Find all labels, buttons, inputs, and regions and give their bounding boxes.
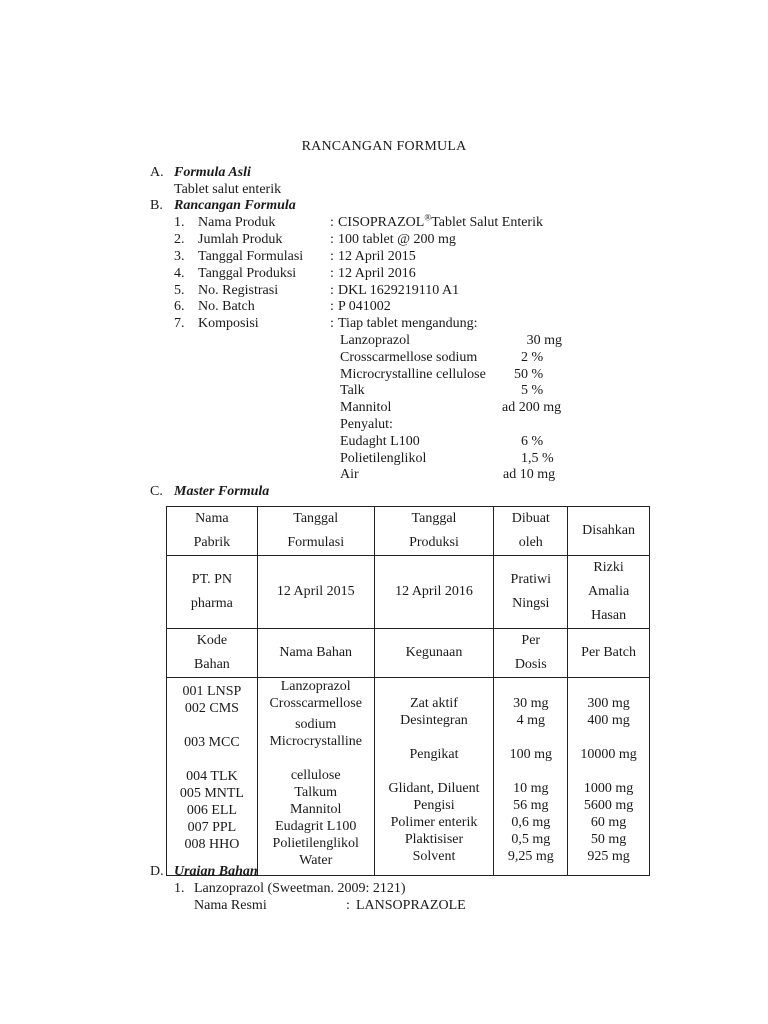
section-d-heading: Uraian Bahan	[174, 864, 258, 879]
item-label: Jumlah Produk	[198, 232, 283, 247]
table-cell: 12 April 2015	[257, 556, 374, 629]
coating-label: Penyalut:	[340, 417, 393, 432]
table-header-row	[167, 629, 650, 678]
item-label: No. Registrasi	[198, 283, 279, 298]
section-b-heading: Rancangan Formula	[174, 198, 296, 213]
item-label: No. Batch	[198, 299, 255, 314]
section-a-letter: A.	[150, 165, 164, 180]
item-colon: :	[330, 232, 334, 247]
item-colon: :	[330, 266, 334, 281]
table-cell: PT. PN pharma	[167, 556, 258, 629]
item-number: 1.	[174, 215, 185, 230]
item-colon: :	[330, 249, 334, 264]
item-number: 5.	[174, 283, 185, 298]
item-number: 6.	[174, 299, 185, 314]
ingredient-amount: 30 mg	[526, 333, 562, 348]
header-cell: Tanggal Produksi	[374, 507, 494, 556]
header-cell: Per Dosis	[494, 629, 568, 678]
material-name-cell: Lanzoprazol Crosscarmellose sodium Microcrystalline cellulose Talkum Mannitol Eudagrit L100 Polietilenglikol Water	[257, 678, 374, 876]
table-header-row	[167, 507, 650, 556]
header-cell: Per Batch	[568, 629, 650, 678]
field-label: Nama Resmi	[194, 898, 267, 913]
item-value: 100 tablet @ 200 mg	[338, 232, 456, 247]
item-value: Tiap tablet mengandung:	[338, 316, 478, 331]
header-cell: Nama Bahan	[257, 629, 374, 678]
item-number: 3.	[174, 249, 185, 264]
item-value: P 041002	[338, 299, 391, 314]
table-cell: Rizki Amalia Hasan	[568, 556, 650, 629]
section-b-letter: B.	[150, 198, 163, 213]
item-number: 7.	[174, 316, 185, 331]
ingredient-amount: 1,5 %	[521, 451, 554, 466]
header-cell: Tanggal Formulasi	[257, 507, 374, 556]
item-colon: :	[330, 215, 334, 230]
ingredient-amount: 5 %	[521, 383, 544, 398]
section-d-letter: D.	[150, 864, 164, 879]
item-value: 12 April 2016	[338, 266, 416, 281]
ingredient-amount: 2 %	[521, 350, 544, 365]
table-row	[167, 678, 650, 876]
item-label: Nama Produk	[198, 215, 276, 230]
header-cell: Dibuat oleh	[494, 507, 568, 556]
table-cell: Pratiwi Ningsi	[494, 556, 568, 629]
item-label: Tanggal Formulasi	[198, 249, 304, 264]
table-cell: 12 April 2016	[374, 556, 494, 629]
per-batch-cell: 300 mg 400 mg 10000 mg 1000 mg 5600 mg 60 mg 50 mg 925 mg	[568, 678, 650, 876]
item-colon: :	[330, 283, 334, 298]
section-c-letter: C.	[150, 484, 163, 499]
field-colon: :	[346, 898, 350, 913]
ingredient-name: Talk	[340, 383, 365, 398]
product-name: CISOPRAZOL	[338, 215, 425, 230]
ingredient-name: Microcrystalline cellulose	[340, 367, 486, 382]
ingredient-name: Mannitol	[340, 400, 392, 415]
ingredient-amount: 6 %	[521, 434, 544, 449]
master-formula-table	[166, 506, 650, 876]
ingredient-name: Air	[340, 467, 359, 482]
section-c-heading: Master Formula	[174, 484, 270, 499]
ingredient-name: Lanzoprazol	[340, 333, 410, 348]
material-reference: Lanzoprazol (Sweetman. 2009: 2121)	[194, 881, 406, 896]
product-name-suffix: Tablet Salut Enterik	[431, 215, 543, 230]
item-number: 2.	[174, 232, 185, 247]
item-number: 1.	[174, 881, 185, 896]
item-colon: :	[330, 299, 334, 314]
ingredient-name: Polietilenglikol	[340, 451, 427, 466]
field-value: LANSOPRAZOLE	[356, 898, 466, 913]
code-cell: 001 LNSP 002 CMS 003 MCC 004 TLK 005 MNTL 006 ELL 007 PPL 008 HHO	[167, 678, 258, 876]
per-dose-cell: 30 mg 4 mg 100 mg 10 mg 56 mg 0,6 mg 0,5 mg 9,25 mg	[494, 678, 568, 876]
item-label: Komposisi	[198, 316, 259, 331]
ingredient-amount: 50 %	[514, 367, 544, 382]
item-colon: :	[330, 316, 334, 331]
ingredient-name: Crosscarmellose sodium	[340, 350, 478, 365]
item-number: 4.	[174, 266, 185, 281]
ingredient-amount: ad 200 mg	[502, 400, 562, 415]
section-a-text: Tablet salut enterik	[174, 182, 282, 197]
section-a-heading: Formula Asli	[174, 165, 251, 180]
registered-mark: ®	[424, 212, 432, 223]
item-value: DKL 1629219110 A1	[338, 283, 460, 298]
item-label: Tanggal Produksi	[198, 266, 297, 281]
header-cell: Kode Bahan	[167, 629, 258, 678]
page-title: RANCANGAN FORMULA	[301, 139, 467, 154]
header-cell: Disahkan	[568, 507, 650, 556]
item-value: 12 April 2015	[338, 249, 416, 264]
item-value	[338, 214, 543, 231]
ingredient-amount: ad 10 mg	[503, 467, 556, 482]
header-cell: Nama Pabrik	[167, 507, 258, 556]
ingredient-name: Eudaght L100	[340, 434, 420, 449]
table-row	[167, 556, 650, 629]
header-cell: Kegunaan	[374, 629, 494, 678]
usage-cell: Zat aktif Desintegran Pengikat Glidant, Diluent Pengisi Polimer enterik Plaktisiser Solvent	[374, 678, 494, 876]
